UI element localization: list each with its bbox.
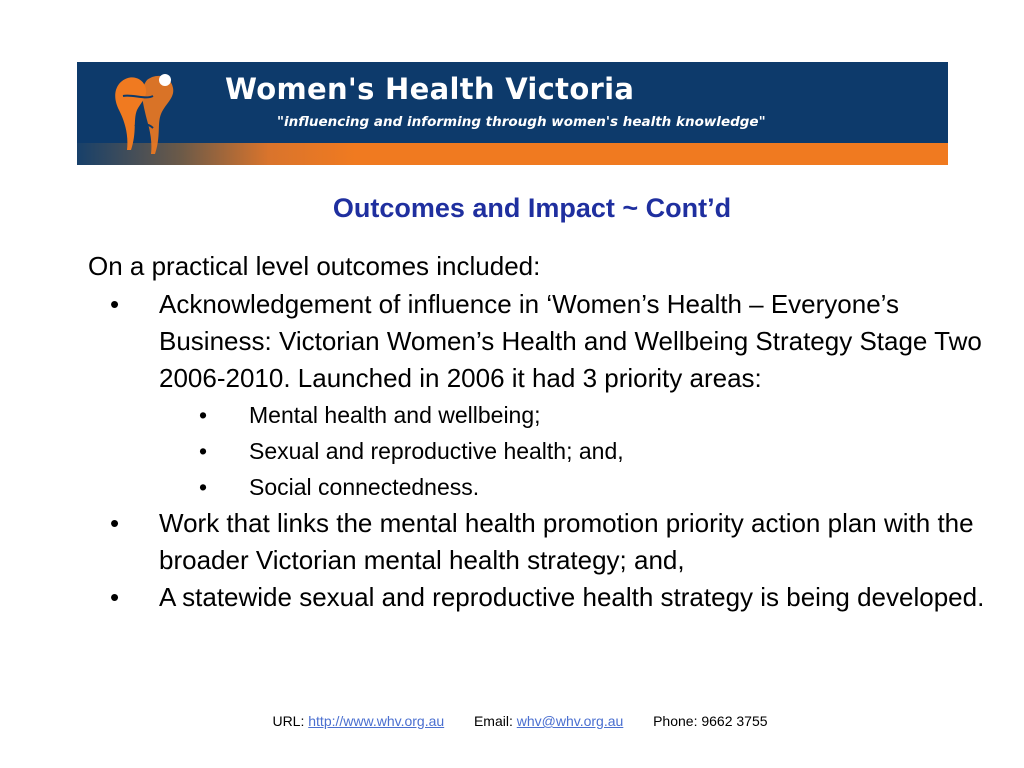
list-item-text: A statewide sexual and reproductive health strategy is being developed. bbox=[159, 582, 985, 612]
banner-orange-stripe bbox=[77, 143, 948, 165]
contact-footer bbox=[0, 713, 1024, 729]
outcomes-list bbox=[0, 286, 1024, 616]
list-item-text: Acknowledgement of influence in ‘Women’s Health – Everyone’s Business: Victorian Women’s Health and Wellbeing Strategy Stage Two 2006-2010. Launched in 2006 it had 3 priority areas: bbox=[159, 289, 982, 393]
bullet-dot-icon: • bbox=[199, 402, 208, 428]
bullet-dot-icon: • bbox=[110, 582, 120, 612]
sub-list-container bbox=[0, 397, 1024, 505]
list-item bbox=[0, 505, 999, 579]
bullet-dot-icon: • bbox=[110, 508, 120, 538]
bullet-dot-icon: • bbox=[199, 438, 208, 464]
sub-list-item bbox=[159, 469, 1024, 505]
banner-tagline: "influencing and informing through women's health knowledge" bbox=[277, 114, 766, 130]
email-link[interactable]: whv@whv.org.au bbox=[516, 713, 624, 729]
slide-title: Outcomes and Impact ~ Cont’d bbox=[332, 193, 732, 223]
bullet-dot-icon: • bbox=[199, 474, 208, 500]
list-item bbox=[0, 286, 999, 397]
list-item-text: Work that links the mental health promotion priority action plan with the broader Victorian mental health strategy; and, bbox=[159, 508, 974, 575]
email-label: Email: bbox=[473, 713, 513, 729]
priority-areas-list bbox=[0, 397, 1024, 505]
sub-list-item-text: Social connectedness. bbox=[249, 474, 480, 500]
header-banner bbox=[77, 62, 948, 165]
list-item bbox=[0, 579, 999, 616]
sub-list-item-text: Sexual and reproductive health; and, bbox=[249, 438, 624, 464]
phone-number: Phone: 9662 3755 bbox=[653, 713, 768, 729]
bullet-dot-icon: • bbox=[110, 289, 120, 319]
intro-text: On a practical level outcomes included: bbox=[88, 251, 541, 281]
sub-list-item bbox=[159, 397, 1024, 433]
banner-title: Women's Health Victoria bbox=[225, 72, 635, 106]
url-label: URL: bbox=[272, 713, 305, 729]
sub-list-item-text: Mental health and wellbeing; bbox=[249, 402, 541, 428]
sub-list-item bbox=[159, 433, 1024, 469]
whv-logo-icon bbox=[97, 66, 197, 164]
website-link[interactable]: http://www.whv.org.au bbox=[308, 713, 445, 729]
